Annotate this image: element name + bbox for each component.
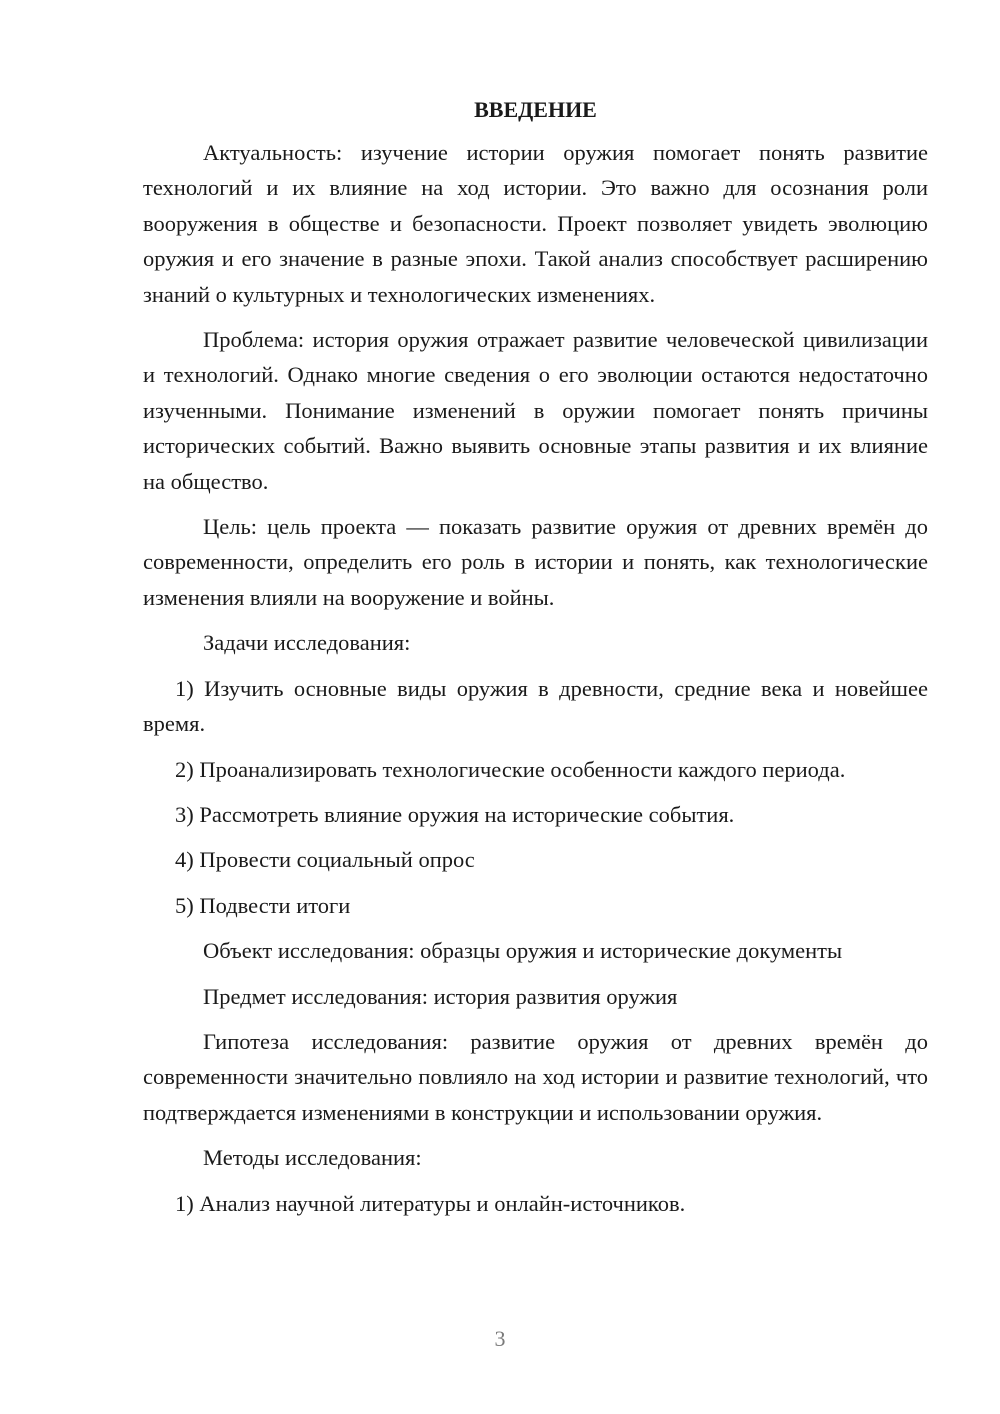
page-content bbox=[143, 94, 928, 1231]
task-item-4: 4) Провести социальный опрос bbox=[175, 847, 475, 873]
task-item-1: 1) Изучить основные виды оружия в древности, средние века и новейшее время. bbox=[143, 675, 928, 737]
subject-line: Предмет исследования: история развития оружия bbox=[203, 983, 678, 1009]
object-line: Объект исследования: образцы оружия и исторические документы bbox=[203, 938, 843, 964]
method-item-1: 1) Анализ научной литературы и онлайн-источников. bbox=[175, 1190, 686, 1216]
goal-paragraph: Цель: цель проекта — показать развитие оружия от древних времён до современности, определить его роль в истории и понять, как технологические изменения влияли на вооружение и войны. bbox=[143, 514, 928, 610]
relevance-paragraph: Актуальность: изучение истории оружия помогает понять развитие технологий и их влияние на ход истории. Это важно для осознания роли вооружения в обществе и безопасности. Проект позволяет увидеть эволюцию оружия и его значение в разные эпохи. Такой анализ способствует расширению знаний о культурных и технологических изменениях. bbox=[143, 140, 928, 307]
hypothesis-paragraph: Гипотеза исследования: развитие оружия от древних времён до современности значительно повлияло на ход истории и развитие технологий, что подтверждается изменениями в конструкции и использовании оружия. bbox=[143, 1028, 928, 1125]
task-item-2: 2) Проанализировать технологические особенности каждого периода. bbox=[175, 756, 846, 782]
page-number: 3 bbox=[494, 1326, 506, 1351]
problem-paragraph: Проблема: история оружия отражает развитие человеческой цивилизации и технологий. Однако многие сведения о его эволюции остаются недостаточно изученными. Понимание изменений в оружии помогает понять причины исторических событий. Важно выявить основные этапы развития и их влияние на общество. bbox=[143, 327, 928, 494]
page-title: ВВЕДЕНИЕ bbox=[474, 97, 597, 122]
tasks-heading: Задачи исследования: bbox=[203, 630, 411, 656]
methods-heading: Методы исследования: bbox=[203, 1145, 422, 1171]
task-item-5: 5) Подвести итоги bbox=[175, 892, 351, 918]
task-item-3: 3) Рассмотреть влияние оружия на исторические события. bbox=[175, 801, 735, 827]
